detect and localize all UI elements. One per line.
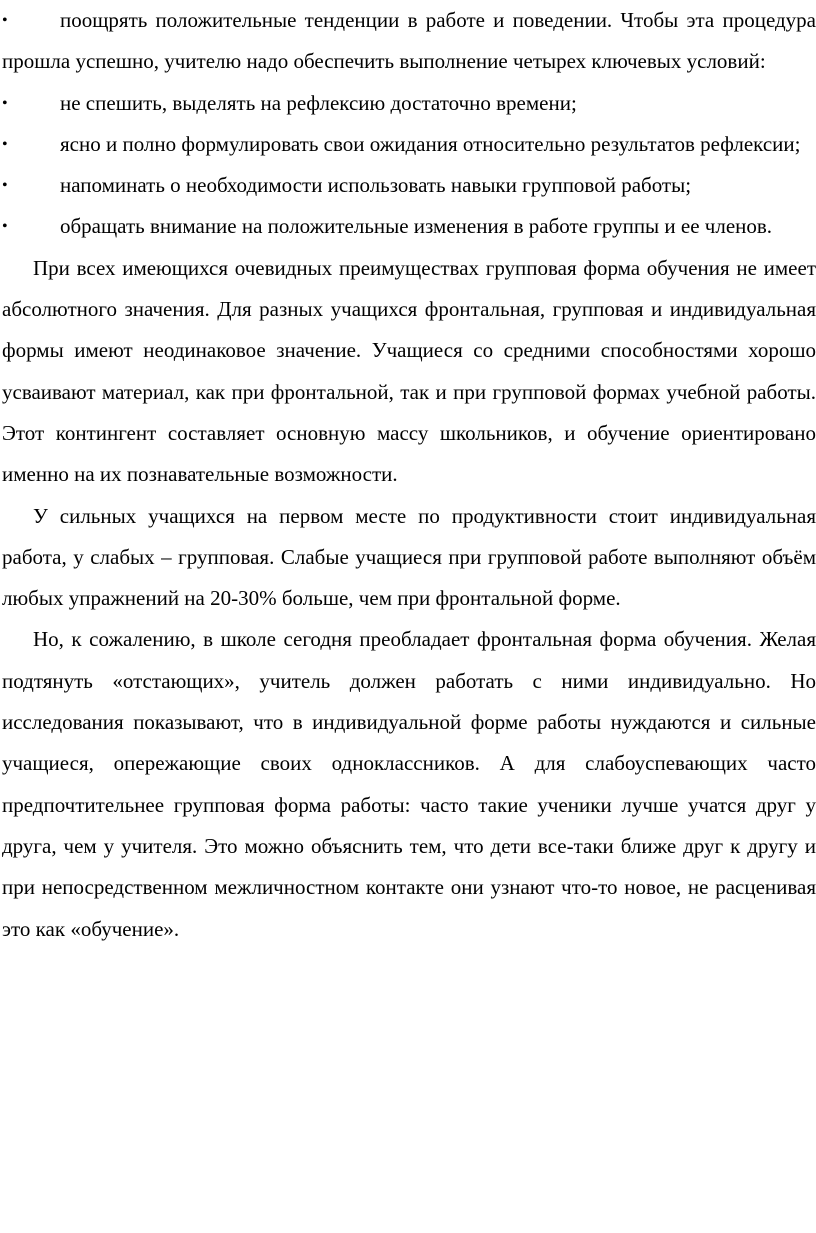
bullet-text: поощрять положительные тенденции в работе и поведении. Чтобы эта процедура прошла успешно, учителю надо обеспечить выполнение четырех ключевых условий: — [2, 8, 816, 74]
bullet-text: ясно и полно формулировать свои ожидания относительно результатов рефлексии; — [60, 131, 801, 156]
body-paragraph: У сильных учащихся на первом месте по продуктивности стоит индивидуальная работа, у слабых – групповая. Слабые учащиеся при групповой работе выполняют объём любых упражнений на 20-30% больше, чем при фронтальной форме. — [2, 503, 816, 611]
bullet-icon: • — [2, 177, 8, 195]
bullet-text: напоминать о необходимости использовать навыки групповой работы; — [60, 173, 692, 198]
bullet-item — [2, 124, 816, 165]
body-paragraph: Но, к сожалению, в школе сегодня преобладает фронтальная форма обучения. Желая подтянуть «отстающих», учитель должен работать с ними индивидуально. Но исследования показывают, что в индивидуальной форме работы нуждаются и сильные учащиеся, опережающие своих одноклассников. А для слабоуспевающих часто предпочтительнее групповая форма работы: часто такие ученики лучше учатся друг у друга, чем у учителя. Это можно объяснить тем, что дети все-таки ближе друг к другу и при непосредственном межличностном контакте они узнают что-то новое, не расценивая это как «обучение». — [2, 627, 816, 941]
bullet-icon: • — [2, 135, 8, 153]
bullet-icon: • — [2, 12, 8, 29]
bullet-text: не спешить, выделять на рефлексию достаточно времени; — [60, 90, 577, 115]
bullet-item — [2, 83, 816, 124]
bullet-item — [2, 0, 816, 83]
bullet-item — [2, 206, 816, 247]
bullet-icon: • — [2, 218, 8, 236]
bullet-icon: • — [2, 94, 8, 112]
body-paragraph: При всех имеющихся очевидных преимуществах групповая форма обучения не имеет абсолютного значения. Для разных учащихся фронтальная, групповая и индивидуальная формы имеют неодинаковое значение. Учащиеся со средними способностями хорошо усваивают материал, как при фронтальной, так и при групповой формах учебной работы. Этот контингент составляет основную массу школьников, и обучение ориентировано именно на их познавательные возможности. — [2, 255, 816, 487]
bullet-item — [2, 165, 816, 206]
bullet-text: обращать внимание на положительные изменения в работе группы и ее членов. — [60, 214, 773, 239]
